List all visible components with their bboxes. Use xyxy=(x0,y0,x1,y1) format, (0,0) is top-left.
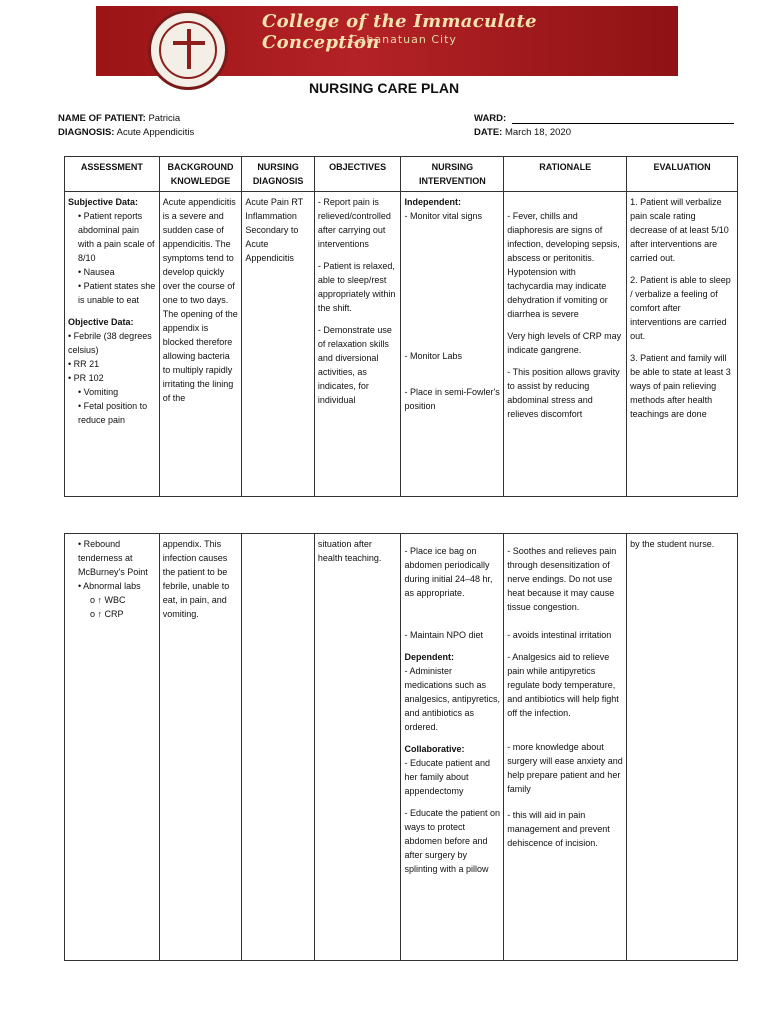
diagnosis-label: DIAGNOSIS: xyxy=(58,127,115,138)
rationale-cell xyxy=(504,534,627,961)
independent-heading: Independent: xyxy=(404,197,461,207)
col-rationale: RATIONALE xyxy=(504,157,627,192)
objectives-cell: situation after health teaching. xyxy=(314,534,401,961)
background-cell: Acute appendicitis is a severe and sudden case of appendicitis. The symptoms tend to develop quickly over the course of one to two days. The opening of the appendix is blocked therefore allowing bacteria to multiply rapidly irritating the lining of the xyxy=(159,192,242,497)
seal-cross-vertical xyxy=(187,29,191,69)
col-objectives: OBJECTIVES xyxy=(314,157,401,192)
intervention: - Place ice bag on abdomen periodically during initial 24–48 hr, as appropriate. xyxy=(404,546,493,598)
header-row xyxy=(65,157,738,192)
objective-item: • RR 21 xyxy=(68,359,100,369)
rationale: - this will aid in pain management and prevent dehiscence of incision. xyxy=(507,810,610,848)
objective: - Patient is relaxed, able to sleep/rest appropriately within the shift. xyxy=(317,261,396,313)
evaluation-cell xyxy=(627,192,738,497)
college-city: Cabanatuan City xyxy=(350,33,457,46)
subjective-item: • Nausea xyxy=(78,267,115,277)
patient-name-line xyxy=(58,113,180,124)
intervention: - Maintain NPO diet xyxy=(404,630,484,640)
ward-blank xyxy=(512,114,734,124)
objective-item: • Febrile (38 degrees celsius) xyxy=(68,331,152,355)
intervention: - Place in semi-Fowler's position xyxy=(404,387,500,411)
diagnosis-line xyxy=(58,127,194,138)
evaluation: 2. Patient is able to sleep / verbalize a feeling of comfort after interventions are carried out. xyxy=(630,275,731,341)
intervention: - Administer medications such as analgesics, antipyretics, and antibiotics as ordered. xyxy=(404,666,501,732)
col-nursing-diagnosis: NURSING DIAGNOSIS xyxy=(242,157,315,192)
assessment-item: • Abnormal labs xyxy=(78,581,141,591)
subjective-item: • Patient reports abdominal pain with a pain scale of 8/10 xyxy=(78,211,155,263)
subjective-item: • Patient states she is unable to eat xyxy=(78,281,156,305)
rationale: - Fever, chills and diaphoresis are signs of infection, developing sepsis, abscess or peritonitis. Hypotension with tachycardia may indicate dehydration if vomiting or diarrhea is severe xyxy=(507,211,620,319)
dependent-heading: Dependent: xyxy=(404,652,454,662)
ward-line xyxy=(474,113,734,124)
patient-name-label: NAME OF PATIENT: xyxy=(58,113,146,124)
evaluation: 1. Patient will verbalize pain scale rating decrease of at least 5/10 after interventions are carried out. xyxy=(630,197,729,263)
subjective-heading: Subjective Data: xyxy=(68,197,139,207)
objective-heading: Objective Data: xyxy=(68,317,134,327)
date-line xyxy=(474,127,571,138)
ward-label: WARD: xyxy=(474,113,507,124)
college-name: College of the Immaculate Conception xyxy=(262,11,537,53)
rationale: - This position allows gravity to assist by reducing abdominal stress and relieves discomfort xyxy=(507,367,620,419)
rationale-cell xyxy=(504,192,627,497)
rationale: - avoids intestinal irritation xyxy=(507,630,612,640)
rationale: - Analgesics aid to relieve pain while antipyretics regulate body temperature, and antibiotics will help fight off the infection. xyxy=(507,652,619,718)
care-plan-table-page1 xyxy=(64,156,738,497)
col-background: BACKGROUND KNOWLEDGE xyxy=(159,157,242,192)
assessment-cell xyxy=(65,534,160,961)
col-evaluation: EVALUATION xyxy=(627,157,738,192)
intervention-cell xyxy=(401,534,504,961)
date-label: DATE: xyxy=(474,127,503,138)
evaluation: 3. Patient and family will be able to state at least 3 ways of pain relieving methods after health teachings are done xyxy=(630,353,731,419)
collaborative-heading: Collaborative: xyxy=(404,744,465,754)
rationale: - more knowledge about surgery will ease anxiety and help prepare patient and her family xyxy=(507,742,623,794)
objectives-cell xyxy=(314,192,401,497)
intervention: - Monitor vital signs xyxy=(404,211,483,221)
diagnosis-value: Acute Appendicitis xyxy=(116,127,195,138)
evaluation-cell: by the student nurse. xyxy=(627,534,738,961)
background-cell: appendix. This infection causes the patient to be febrile, unable to eat, in pain, and vomiting. xyxy=(159,534,242,961)
assessment-item: • Rebound tenderness at McBurney's Point xyxy=(78,539,148,577)
patient-name: Patricia xyxy=(148,113,181,124)
col-intervention: NURSING INTERVENTION xyxy=(401,157,504,192)
plan-row-continued xyxy=(65,534,738,961)
nursing-diagnosis-cell xyxy=(242,534,315,961)
plan-row xyxy=(65,192,738,497)
objective-item: • Fetal position to reduce pain xyxy=(78,401,148,425)
col-assessment: ASSESSMENT xyxy=(65,157,160,192)
intervention: - Educate patient and her family about appendectomy xyxy=(404,758,491,796)
objective-item: • Vomiting xyxy=(78,387,119,397)
nursing-diagnosis-cell: Acute Pain RT Inflammation Secondary to Acute Appendicitis xyxy=(242,192,315,497)
lab-item: o ↑ WBC xyxy=(90,595,126,605)
college-seal-icon xyxy=(148,10,228,90)
seal-cross-horizontal xyxy=(173,41,205,45)
objective: - Report pain is relieved/controlled after carrying out interventions xyxy=(317,197,391,249)
intervention: - Monitor Labs xyxy=(404,351,463,361)
care-plan-table-page2 xyxy=(64,533,738,961)
intervention-cell xyxy=(401,192,504,497)
rationale: - Soothes and relieves pain through desensitization of nerve endings. Do not use heat because it may cause tissue congestion. xyxy=(507,546,617,612)
objective-item: • PR 102 xyxy=(68,373,104,383)
lab-item: o ↑ CRP xyxy=(90,609,124,619)
objective: - Demonstrate use of relaxation skills and diversional activities, as indicates, for individual xyxy=(317,325,392,405)
assessment-cell xyxy=(65,192,160,497)
rationale: Very high levels of CRP may indicate gangrene. xyxy=(507,331,622,355)
intervention: - Educate the patient on ways to protect abdomen before and after surgery by splinting with a pillow xyxy=(404,808,501,874)
document-title: NURSING CARE PLAN xyxy=(308,80,460,96)
date-value: March 18, 2020 xyxy=(504,127,571,138)
